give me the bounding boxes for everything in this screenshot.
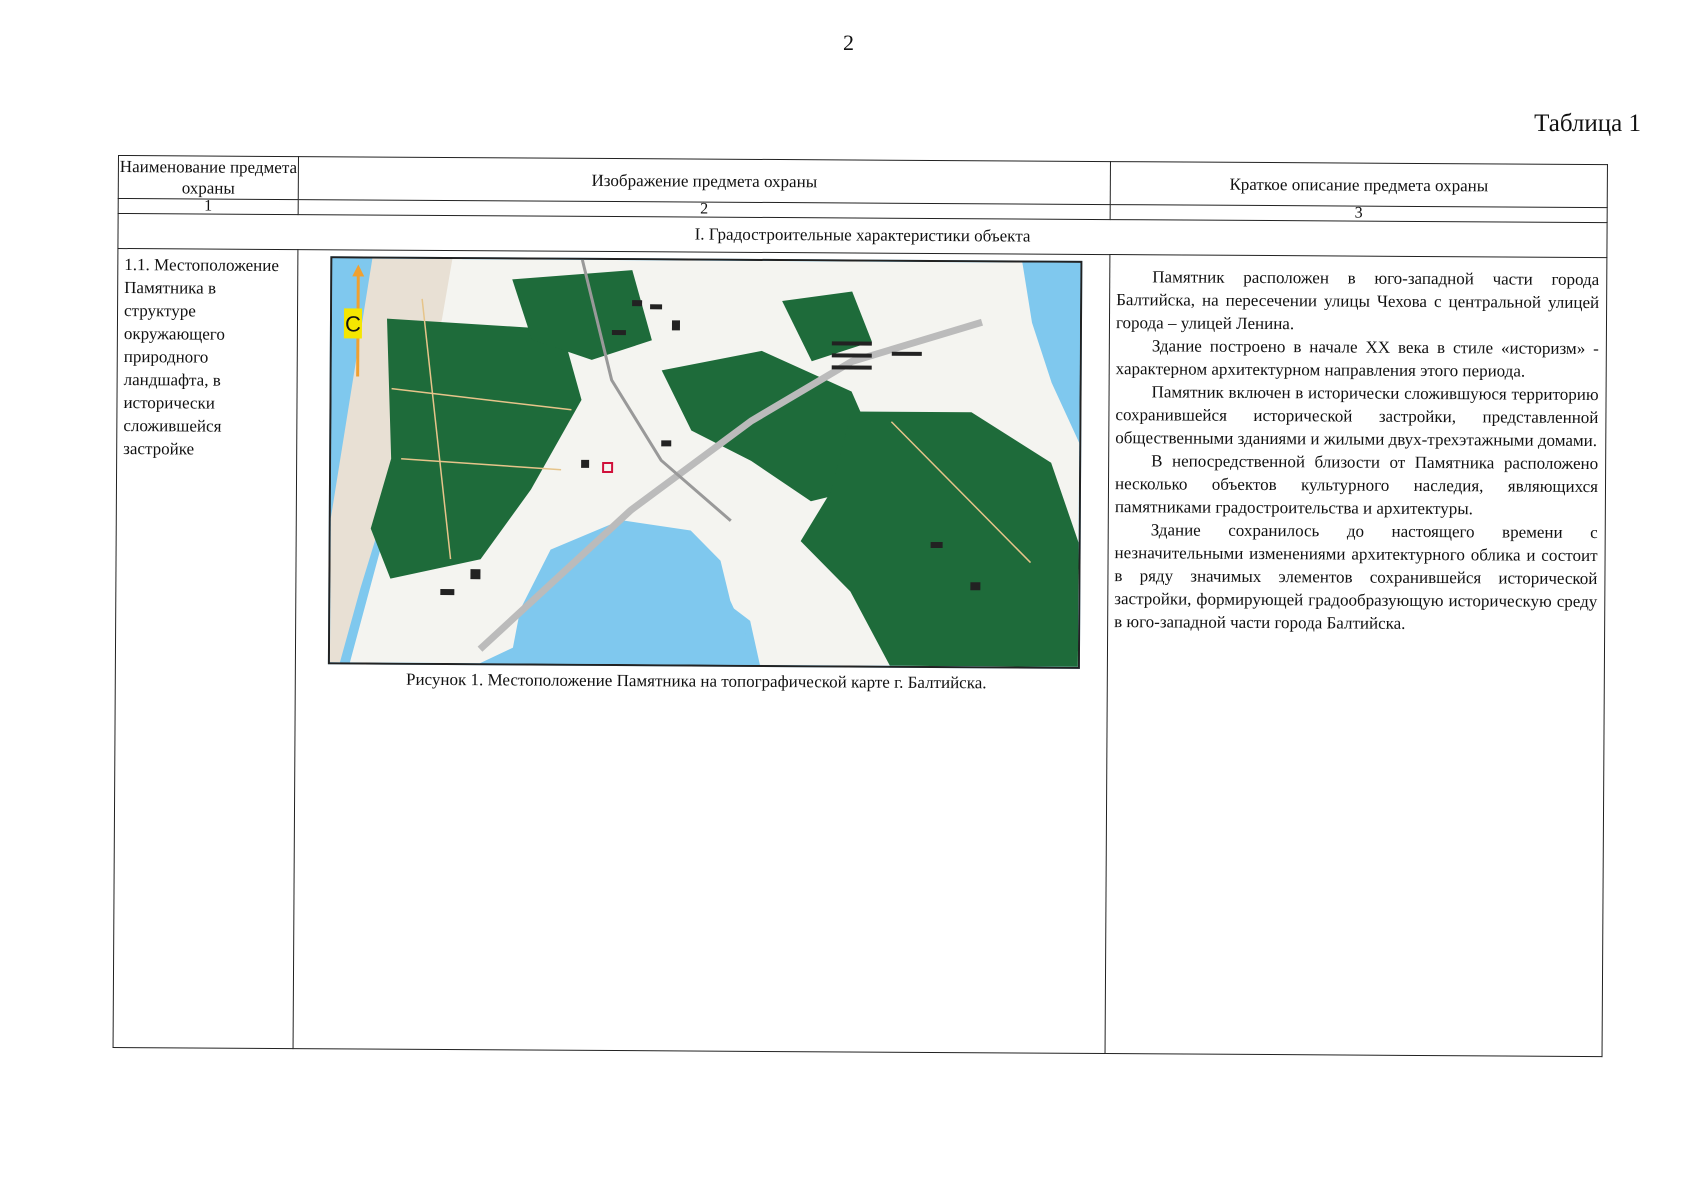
image-cell <box>293 250 1110 1054</box>
header-description: Краткое описание предмета охраны <box>1110 162 1607 208</box>
header-image: Изображение предмета охраны <box>298 157 1110 205</box>
header-name: Наименование предмета охраны <box>119 157 298 198</box>
description-paragraph: Здание построено в начале XX века в стиле «историзм» - характерном архитектурном направления этого периода. <box>1115 336 1599 381</box>
section-title: I. Градостроительные характеристики объекта <box>118 214 1607 258</box>
column-number: 3 <box>1110 205 1607 223</box>
column-number: 1 <box>118 199 298 215</box>
protection-table <box>113 155 1608 1057</box>
description-paragraph: Здание сохранилось до настоящего времени с незначительными изменениями архитектурного облика и состоит в ряду значимых элементов сохранившейся исторической застройки, формирующей градообразующую историческую среду в юго-западной части города Балтийска. <box>1114 520 1598 633</box>
protection-item-name: 1.1. Местоположение Памятника в структуре окружающего природного ландшафта, в исторически сложившейся застройке <box>113 249 298 1049</box>
table-row <box>113 249 1607 1057</box>
table-label: Таблица 1 <box>1534 110 1641 137</box>
page-number: 2 <box>843 30 854 55</box>
figure-caption: Рисунок 1. Местоположение Памятника на топографической карте г. Балтийска. <box>405 669 987 693</box>
description-paragraph: Памятник включен в исторически сложившуюся территорию сохранившейся исторической застройки, представленной общественными зданиями и жилыми двух-трехэтажными домами. <box>1115 382 1599 451</box>
description-cell <box>1105 255 1607 1057</box>
column-number: 2 <box>298 200 1110 220</box>
north-label: С <box>344 311 361 337</box>
description-paragraph: Памятник расположен в юго-западной части города Балтийска, на пересечении улицы Чехова с центральной улицей города – улицей Ленина. <box>1115 267 1600 334</box>
topographic-map <box>328 256 1082 669</box>
description-paragraph: В непосредственной близости от Памятника расположено несколько объектов культурного наследия, являющихся памятниками градостроительства и архитектуры. <box>1114 451 1599 519</box>
